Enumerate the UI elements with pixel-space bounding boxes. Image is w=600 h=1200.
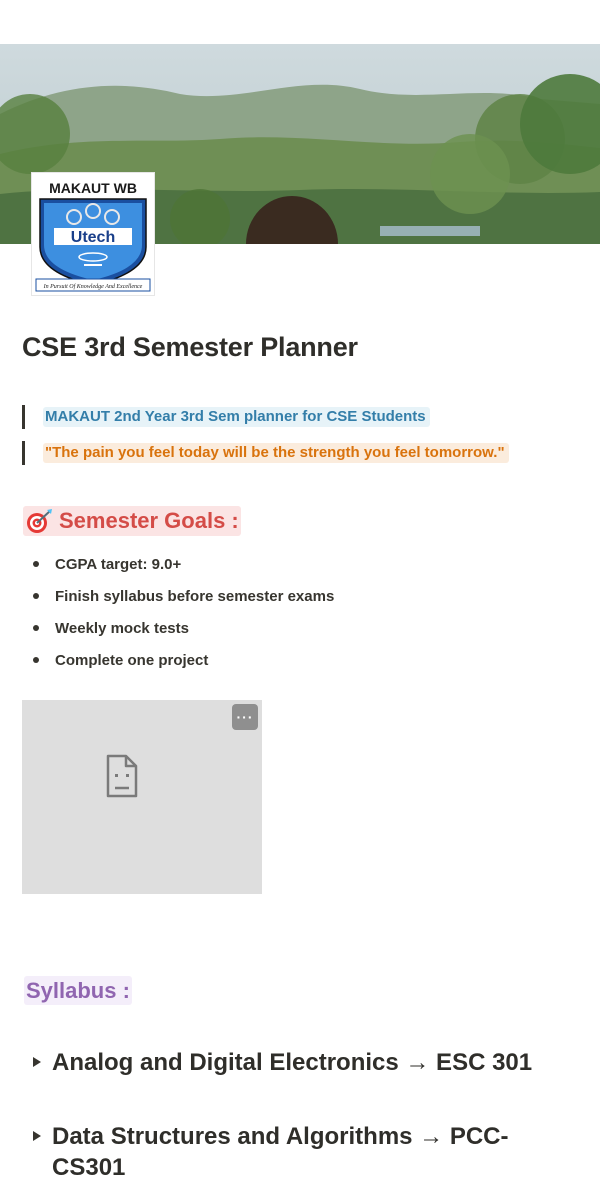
toggle-arrow-icon[interactable]	[22, 1047, 52, 1067]
syllabus-heading[interactable]: Syllabus :	[24, 976, 132, 1005]
list-item-text: Complete one project	[55, 651, 209, 669]
list-item[interactable]	[30, 548, 334, 580]
semester-goals-heading-text: Semester Goals :	[59, 508, 239, 533]
more-options-icon[interactable]: ···	[232, 704, 258, 730]
toggle-heading: Data Structures and Algorithms → PCC-CS301	[52, 1123, 509, 1181]
bullet-icon	[33, 625, 39, 631]
quote-block-motivation[interactable]	[22, 441, 509, 465]
quote-text: MAKAUT 2nd Year 3rd Sem planner for CSE Students	[43, 407, 430, 427]
broken-file-icon	[104, 754, 140, 798]
toggle-block[interactable]	[22, 1121, 562, 1183]
direct-hit-target-icon	[25, 508, 53, 534]
list-item[interactable]	[30, 580, 334, 612]
list-item[interactable]	[30, 644, 334, 676]
list-item-text: Weekly mock tests	[55, 619, 189, 637]
utech-logo	[32, 173, 154, 295]
semester-goals-heading[interactable]	[23, 506, 241, 536]
bullet-icon	[33, 593, 39, 599]
logo-top-text: MAKAUT WB	[49, 180, 137, 196]
bullet-icon	[33, 561, 39, 567]
embed-block[interactable]	[22, 700, 262, 894]
goals-list	[30, 548, 334, 676]
list-item-text: CGPA target: 9.0+	[55, 555, 182, 573]
logo-motto-text: In Pursuit Of Knowledge And Excellence	[43, 284, 143, 290]
toggle-heading: Analog and Digital Electronics → ESC 301	[52, 1049, 533, 1076]
quote-text: "The pain you feel today will be the strength you feel tomorrow."	[43, 443, 509, 463]
quote-block-description[interactable]	[22, 405, 430, 429]
page-title[interactable]: CSE 3rd Semester Planner	[22, 332, 358, 362]
toggle-block[interactable]	[22, 1047, 562, 1078]
toggle-arrow-icon[interactable]	[22, 1121, 52, 1141]
list-item[interactable]	[30, 612, 334, 644]
page-icon-logo[interactable]	[31, 172, 155, 296]
logo-brand-text: Utech	[70, 229, 116, 246]
list-item-text: Finish syllabus before semester exams	[55, 587, 335, 605]
bullet-icon	[33, 657, 39, 663]
